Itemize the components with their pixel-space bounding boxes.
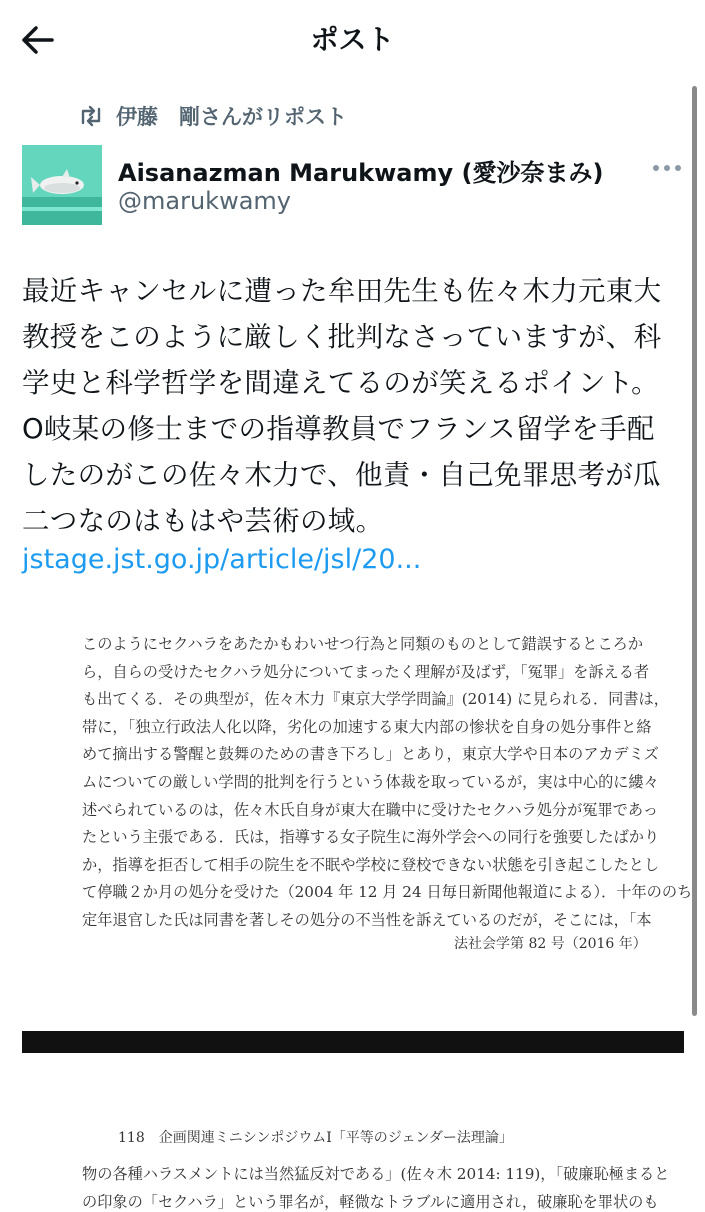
- repost-indicator[interactable]: [78, 100, 347, 132]
- document-line: 帯に，「独立行政法人化以降，劣化の加速する東大内部の惨状を自身の処分事件と絡: [82, 717, 652, 736]
- repost-label: 伊藤 剛さんがリポスト: [116, 105, 347, 129]
- document-line: も出てくる．その典型が，佐々木力『東京大学学問論』(2014) に見られる．同書は，: [82, 690, 669, 709]
- tweet-body: [22, 268, 687, 544]
- document-footer: 法社会学第 82 号（2016 年）: [454, 936, 647, 952]
- document-page-header: 118 企画関連ミニシンポジウムⅠ「平等のジェンダー法理論」: [118, 1130, 513, 1146]
- tweet-line: 二つなのはもはや芸術の域。: [22, 505, 384, 537]
- tweet-link[interactable]: jstage.jst.go.jp/article/jsl/20...: [22, 544, 422, 575]
- document-line: ら，自らの受けたセクハラ処分についてまったく理解が及ばず，「冤罪」を訴える者: [82, 662, 650, 681]
- document-line: 述べられているのは，佐々木氏自身が東大在職中に受けたセクハラ処分が冤罪であっ: [82, 800, 659, 819]
- page-title: ポスト: [310, 23, 395, 56]
- more-options-icon[interactable]: [652, 160, 682, 174]
- document-line: 物の各種ハラスメントには当然猛反対である」(佐々木 2014: 119)，「破廉恥極まると: [82, 1165, 670, 1183]
- author-display-name[interactable]: Aisanazman Marukwamy (愛沙奈まみ): [118, 159, 604, 187]
- document-line: ムについての厳しい学問的批判を行うという体裁を取っているが，実は中心的に縷々: [82, 772, 659, 791]
- document-text: [82, 631, 693, 935]
- document-line: めて摘出する警醒と鼓舞のための書き下ろし」とあり，東京大学や日本のアカデミズ: [82, 745, 659, 764]
- scrollbar[interactable]: [692, 86, 697, 1016]
- document-line: の印象の「セクハラ」という罪名が，軽微なトラブルに適用され，破廉恥を罪状のも: [82, 1193, 659, 1211]
- document-line: て停職２か月の処分を受けた（2004 年 12 月 24 日毎日新聞他報道による）．十年ののち: [82, 883, 693, 902]
- repost-icon: [78, 105, 104, 127]
- tweet-line: 教授をこのように厳しく批判なさっていますが、科: [22, 321, 662, 353]
- document-line: このようにセクハラをあたかもわいせつ行為と同類のものとして錯誤するところか: [82, 635, 644, 653]
- author-handle[interactable]: @marukwamy: [118, 187, 291, 215]
- document-line: たという主張である．氏は，指導する女子院生に海外学会への同行を強要したばかり: [82, 828, 660, 847]
- document-line: か，指導を拒否して相手の院生を不眠や学校に登校できない状態を引き起こしたとし: [82, 855, 660, 874]
- top-bar: [0, 0, 705, 80]
- page-divider: [22, 1031, 684, 1053]
- document-line: 定年退官した氏は同書を著しその処分の不当性を訴えているのだが，そこには，「本: [82, 910, 652, 929]
- attached-image[interactable]: [22, 605, 693, 1211]
- avatar[interactable]: [22, 145, 102, 225]
- tweet-line: O岐某の修士までの指導教員でフランス留学を手配: [22, 413, 655, 445]
- tweet-line: 最近キャンセルに遭った牟田先生も佐々木力元東大: [22, 275, 662, 307]
- tweet-line: 学史と科学哲学を間違えてるのが笑えるポイント。: [22, 367, 659, 399]
- tweet-line: したのがこの佐々木力で、他責・自己免罪思考が瓜: [22, 459, 661, 491]
